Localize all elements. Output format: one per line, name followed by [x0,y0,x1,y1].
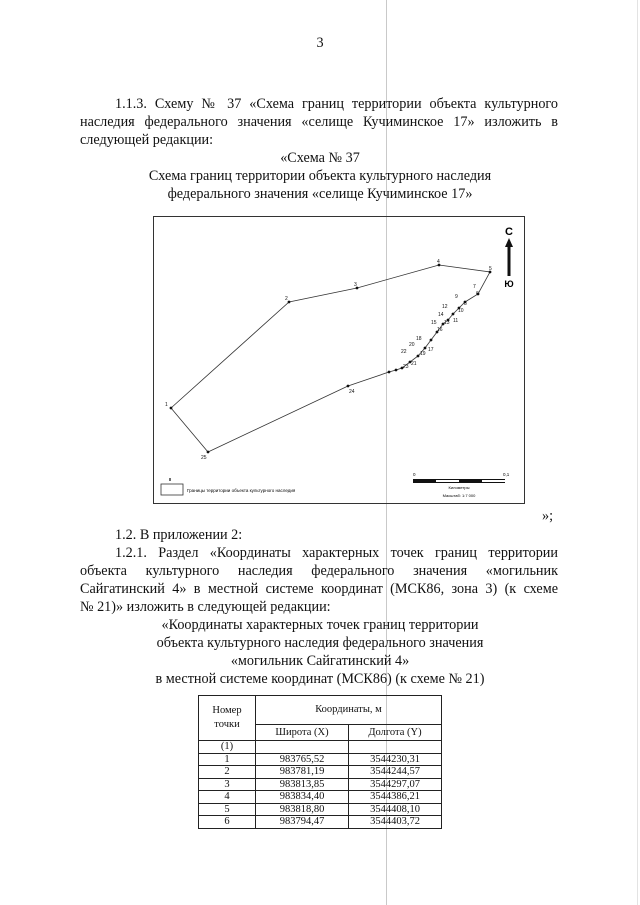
row-num: 5 [199,803,256,816]
row-x: 983765,52 [256,753,349,766]
point-label-23: 23 [403,364,409,370]
point-label-21: 21 [411,361,417,367]
header-longitude: Долгота (Y) [349,724,442,740]
north-arrow-icon [504,226,513,289]
table-title-line3: «могильник Сайгатинский 4» [230,653,410,669]
page-edge-line [637,0,638,905]
table-row [199,778,442,791]
point-label-5: 5 [489,266,492,272]
section-121-line4: № 21)» изложить в следующей редакции: [80,599,331,615]
point-label-16: 16 [437,327,443,333]
schema-title-line2: Схема границ территории объекта культурного наследия [148,168,492,184]
table-title-line2: объекта культурного наследия федерального значения [156,635,484,651]
page-number: 3 [316,35,324,51]
point-label-10: 10 [458,308,464,314]
table-row [199,791,442,804]
point-label-15: 15 [431,320,437,326]
point-label-9: 9 [455,294,458,300]
index-row-empty-y [349,741,442,754]
schema-title-line3: федерального значения «селище Кучиминское 17» [167,186,473,202]
point-label-6: 6 [476,291,479,297]
point-label-2: 2 [285,296,288,302]
point-label-12: 12 [442,304,448,310]
scale-bar [413,472,510,498]
row-num: 2 [199,766,256,779]
section-113-line1: 1.1.3. Схему № 37 «Схема границ территории объекта культурного [115,96,558,112]
point-label-14: 14 [438,312,444,318]
table-row [199,803,442,816]
point-label-8: 8 [464,301,467,307]
north-label: С [505,226,513,238]
point-label-3: 3 [354,282,357,288]
section-121-line3: Сайгатинский 4» в местной системе координат (МСК86, зона 3) (к схеме [80,581,558,597]
index-row-cell: (1) [199,741,256,754]
point-label-11: 11 [453,318,459,324]
boundary-line [171,265,490,452]
row-y: 3544230,31 [349,753,442,766]
index-row-empty-x [256,741,349,754]
point-label-24: 24 [349,389,355,395]
table-title-line1: «Координаты характерных точек границ территории [161,617,479,633]
table-title-line4: в местной системе координат (МСК86) (к схеме № 21) [155,671,485,687]
point-label-20: 20 [409,342,415,348]
row-y: 3544408,10 [349,803,442,816]
point-label-13: 13 [444,320,450,326]
header-latitude: Широта (X) [256,724,349,740]
legend-text: Границы территории объекта культурного наследия [187,488,296,493]
row-num: 6 [199,816,256,829]
section-12: 1.2. В приложении 2: [115,527,243,543]
row-y: 3544244,57 [349,766,442,779]
schema-title-line1: «Схема № 37 [280,150,360,166]
row-x: 983813,85 [256,778,349,791]
row-x: 983818,80 [256,803,349,816]
header-point-number [199,696,256,741]
row-y: 3544297,07 [349,778,442,791]
scale-unit: Километры [448,485,470,490]
header-coordinates: Координаты, м [256,696,442,725]
header-number-line1: Номер [212,705,242,716]
point-label-19: 19 [420,351,426,357]
row-y: 3544386,21 [349,791,442,804]
row-x: 983794,47 [256,816,349,829]
south-label: Ю [504,279,514,289]
scale-end: 0,1 [503,472,510,477]
row-x: 983781,19 [256,766,349,779]
row-y: 3544403,72 [349,816,442,829]
table-row [199,766,442,779]
section-121-line1: 1.2.1. Раздел «Координаты характерных точек границ территории [115,545,558,561]
table-row [199,753,442,766]
header-number-line2: точки [214,719,240,730]
section-113-line2: наследия федерального значения «селище Кучиминское 17» изложить в [80,114,558,130]
schema-closing: »; [542,508,554,524]
coordinates-table [198,695,442,829]
point-label-4: 4 [437,259,440,265]
scale-start: 0 [413,472,416,477]
scale-ratio: Масштаб: 1:7 000 [442,493,476,498]
point-label-1: 1 [165,402,168,408]
schema-map [153,216,525,504]
map-legend [161,478,296,495]
section-113-line3: следующей редакции: [80,132,214,148]
point-label-22: 22 [401,349,407,355]
point-label-7: 7 [473,284,476,290]
table-row [199,816,442,829]
row-num: 3 [199,778,256,791]
point-label-18: 18 [416,336,422,342]
section-121-line2: объекта культурного наследия федерального значения «могильник [80,563,558,579]
row-x: 983834,40 [256,791,349,804]
point-label-17: 17 [428,347,434,353]
row-num: 1 [199,753,256,766]
row-num: 4 [199,791,256,804]
point-label-25: 25 [201,455,207,461]
